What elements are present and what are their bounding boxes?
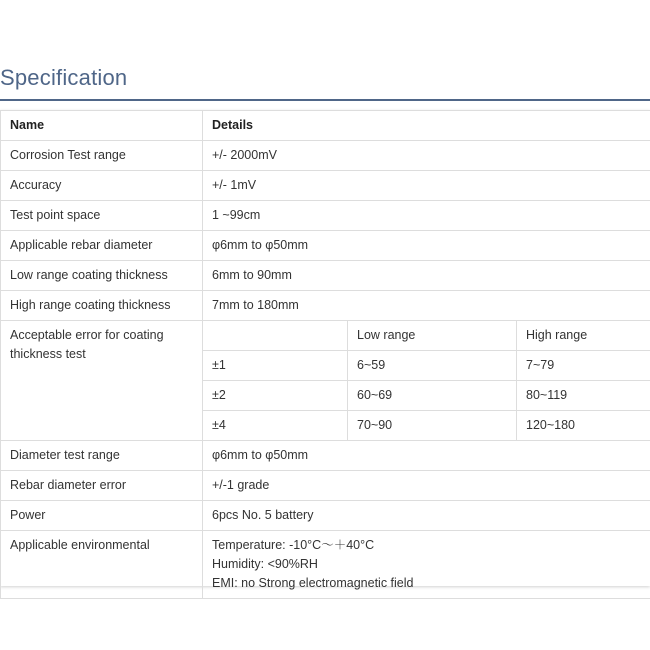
coating-error-low: 6~59	[348, 351, 517, 381]
coating-error-low: 60~69	[348, 381, 517, 411]
table-row	[1, 471, 650, 501]
table-row	[1, 291, 650, 321]
row-details: 7mm to 180mm	[203, 291, 650, 321]
coating-error-low: 70~90	[348, 411, 517, 441]
environment-name: Applicable environmental	[1, 531, 203, 599]
row-details: +/-1 grade	[203, 471, 650, 501]
row-details: +/- 2000mV	[203, 141, 650, 171]
row-name: Applicable rebar diameter	[1, 231, 203, 261]
table-row	[1, 441, 650, 471]
coating-error-col-high: High range	[517, 321, 650, 351]
row-details: +/- 1mV	[203, 171, 650, 201]
row-details: 1 ~99cm	[203, 201, 650, 231]
coating-error-high: 80~119	[517, 381, 650, 411]
coating-error-high: 120~180	[517, 411, 650, 441]
environment-temperature: Temperature: -10°C～＋40°C	[212, 538, 375, 552]
row-name: Low range coating thickness	[1, 261, 203, 291]
row-name: Accuracy	[1, 171, 203, 201]
environment-details	[203, 531, 650, 599]
table-row	[1, 261, 650, 291]
environment-emi: EMI: no Strong electromagnetic field	[212, 576, 414, 590]
table-row	[1, 141, 650, 171]
page-title: Specification	[0, 65, 128, 90]
row-details: φ6mm to φ50mm	[203, 231, 650, 261]
coating-error-header-row	[1, 321, 650, 351]
coating-error-tolerance: ±1	[203, 351, 348, 381]
table-row	[1, 171, 650, 201]
coating-error-high: 7~79	[517, 351, 650, 381]
spec-table-container	[0, 110, 650, 590]
coating-error-col-blank	[203, 321, 348, 351]
coating-error-tolerance: ±4	[203, 411, 348, 441]
row-name: Test point space	[1, 201, 203, 231]
table-row	[1, 501, 650, 531]
row-details: 6mm to 90mm	[203, 261, 650, 291]
header-name: Name	[1, 111, 203, 141]
row-name: Rebar diameter error	[1, 471, 203, 501]
row-name: Diameter test range	[1, 441, 203, 471]
coating-error-tolerance: ±2	[203, 381, 348, 411]
title-divider	[0, 99, 650, 101]
row-name: Power	[1, 501, 203, 531]
row-details: φ6mm to φ50mm	[203, 441, 650, 471]
coating-error-col-low: Low range	[348, 321, 517, 351]
environment-humidity: Humidity: <90%RH	[212, 557, 318, 571]
header-details: Details	[203, 111, 650, 141]
coating-error-name: Acceptable error for coating thickness test	[1, 321, 203, 441]
table-header-row	[1, 111, 650, 141]
table-row	[1, 231, 650, 261]
environment-row	[1, 531, 650, 599]
spec-table	[0, 110, 650, 599]
row-details: 6pcs No. 5 battery	[203, 501, 650, 531]
table-row	[1, 201, 650, 231]
row-name: Corrosion Test range	[1, 141, 203, 171]
row-name: High range coating thickness	[1, 291, 203, 321]
